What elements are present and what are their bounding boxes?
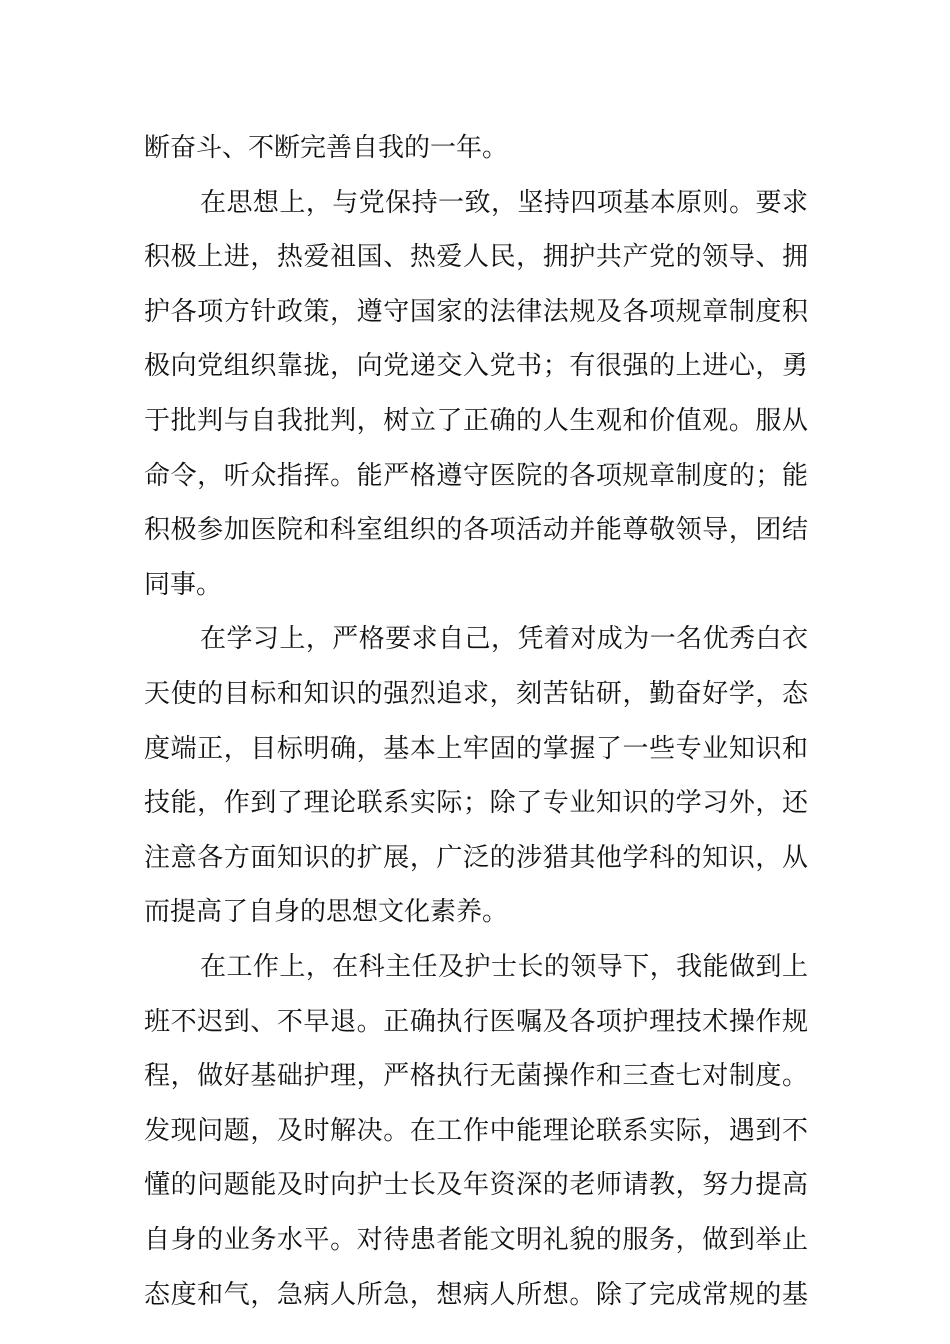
paragraph-first-line: 在思想上，与党保持一致，坚持四项基本原则。要求 — [200, 187, 808, 218]
text-line: 积极参加医院和科室组织的各项活动并能尊敬领导，团结 — [144, 515, 808, 546]
paragraph-first-line: 在学习上，严格要求自己，凭着对成为一名优秀白衣 — [200, 624, 808, 655]
text-line: 懂的问题能及时向护士长及年资深的老师请教，努力提高 — [144, 1170, 808, 1201]
text-line: 于批判与自我批判，树立了正确的人生观和价值观。服从 — [144, 406, 808, 436]
text-line: 命令，听众指挥。能严格遵守医院的各项规章制度的；能 — [144, 460, 808, 491]
text-line: 同事。 — [144, 569, 223, 600]
text-line: 而提高了自身的思想文化素养。 — [144, 897, 509, 928]
text-line: 度端正，目标明确，基本上牢固的掌握了一些专业知识和 — [144, 733, 808, 764]
text-line: 态度和气，急病人所急，想病人所想。除了完成常规的基 — [144, 1279, 808, 1310]
text-line: 天使的目标和知识的强烈追求，刻苦钻研，勤奋好学，态 — [144, 679, 808, 709]
text-line: 发现问题，及时解决。在工作中能理论联系实际，遇到不 — [144, 1115, 808, 1146]
text-line: 积极上进，热爱祖国、热爱人民，拥护共产党的领导、拥 — [144, 242, 808, 273]
text-line: 极向党组织靠拢，向党递交入党书；有很强的上进心，勇 — [144, 351, 808, 382]
text-line: 技能，作到了理论联系实际；除了专业知识的学习外，还 — [144, 788, 808, 819]
text-line: 注意各方面知识的扩展，广泛的涉猎其他学科的知识，从 — [144, 842, 808, 873]
text-line: 自身的业务水平。对待患者能文明礼貌的服务，做到举止 — [144, 1225, 808, 1255]
text-line: 班不迟到、不早退。正确执行医嘱及各项护理技术操作规 — [144, 1006, 808, 1037]
text-line: 断奋斗、不断完善自我的一年。 — [144, 133, 509, 163]
text-line: 护各项方针政策，遵守国家的法律法规及各项规章制度积 — [144, 296, 808, 327]
paragraph-first-line: 在工作上，在科主任及护士长的领导下，我能做到上 — [200, 952, 808, 982]
text-line: 程，做好基础护理，严格执行无菌操作和三查七对制度。 — [144, 1061, 808, 1092]
